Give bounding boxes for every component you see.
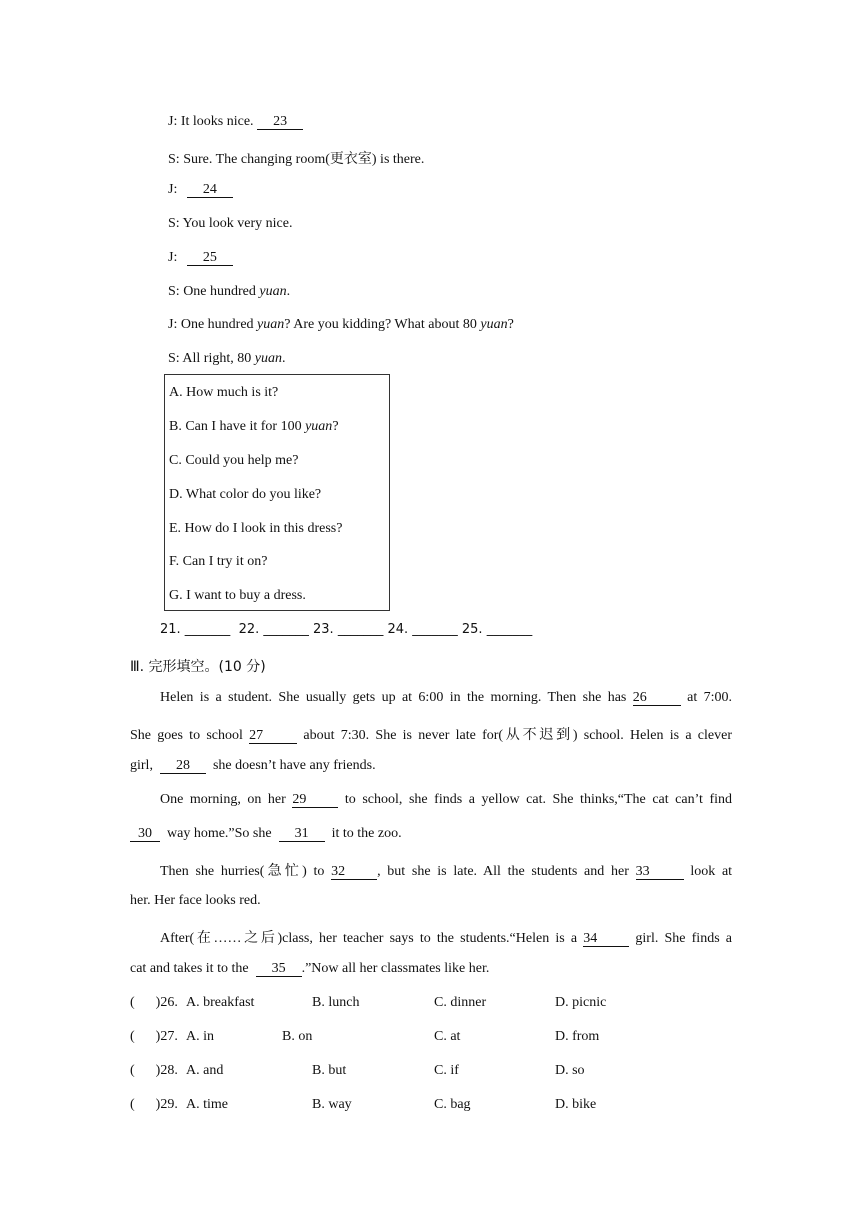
blank-30: 30 — [130, 826, 160, 842]
answer-line: 21. _______ 22. _______ 23. _______ 24. _______ 25. _______ — [160, 622, 533, 637]
passage-p1-line1: Helen is a student. She usually gets up at 6:00 in the morning. Then she has 26 at 7:00. — [160, 690, 733, 705]
dialogue-line-8: S: All right, 80 yuan. — [168, 351, 286, 366]
dialogue-line-3: J: 24 — [168, 182, 233, 198]
option-c: C. Could you help me? — [169, 453, 299, 468]
passage-p4-line1: After(在……之后)class, her teacher says to the students.“Helen is a 34 girl. She finds a — [160, 931, 733, 946]
passage-p1-line2: She goes to school 27 about 7:30. She is never late for(从不迟到) school. Helen is a clever — [130, 728, 733, 743]
section-3-title: Ⅲ. 完形填空。(10 分) — [130, 659, 266, 675]
blank-23: 23 — [257, 114, 303, 130]
passage-p2-line1: One morning, on her 29 to school, she finds a yellow cat. She thinks,“The cat can’t find — [160, 792, 733, 807]
dialogue-line-6: S: One hundred yuan. — [168, 284, 291, 299]
blank-32: 32 — [331, 864, 377, 880]
option-f: F. Can I try it on? — [169, 554, 268, 569]
blank-27: 27 — [249, 728, 297, 744]
dialogue-line-1: J: It looks nice. 23 — [168, 114, 303, 130]
blank-35: 35 — [256, 961, 302, 977]
blank-24: 24 — [187, 182, 233, 198]
blank-33: 33 — [636, 864, 684, 880]
passage-p3-line1: Then she hurries(急忙) to 32 , but she is late. All the students and her 33 look at — [160, 864, 733, 879]
option-b: B. Can I have it for 100 yuan? — [169, 419, 339, 434]
option-d: D. What color do you like? — [169, 487, 322, 502]
passage-p1-line3: girl, 28 she doesn’t have any friends. — [130, 758, 376, 773]
blank-26: 26 — [633, 690, 681, 706]
option-a: A. How much is it? — [169, 385, 279, 400]
blank-34: 34 — [583, 931, 629, 947]
blank-31: 31 — [279, 826, 325, 842]
dialogue-line-2: S: Sure. The changing room(更衣室) is there. — [168, 152, 425, 167]
options-box — [164, 374, 390, 611]
dialogue-line-4: S: You look very nice. — [168, 216, 293, 231]
dialogue-line-5: J: 25 — [168, 250, 233, 266]
passage-p2-line2: 30 way home.”So she 31 it to the zoo. — [130, 826, 402, 842]
passage-p3-line2: her. Her face looks red. — [130, 893, 261, 908]
blank-29: 29 — [292, 792, 338, 808]
blank-25: 25 — [187, 250, 233, 266]
option-e: E. How do I look in this dress? — [169, 521, 343, 536]
option-g: G. I want to buy a dress. — [169, 588, 306, 603]
blank-28: 28 — [160, 758, 206, 774]
dialogue-line-7: J: One hundred yuan? Are you kidding? What about 80 yuan? — [168, 317, 514, 332]
passage-p4-line2: cat and takes it to the 35 .”Now all her classmates like her. — [130, 961, 490, 976]
